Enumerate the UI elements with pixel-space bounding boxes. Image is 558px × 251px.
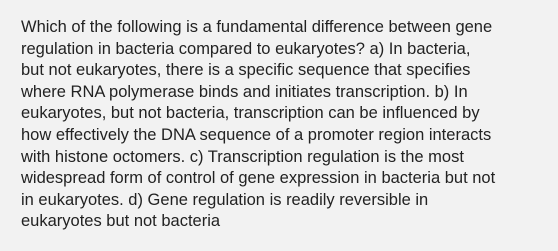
question-line-10: eukaryotes but not bacteria [21,212,221,231]
question-line-3: but not eukaryotes, there is a specific sequence that specifies [21,61,471,80]
question-line-7: with histone octomers. c) Transcription regulation is the most [21,147,464,166]
question-line-4: where RNA polymerase binds and initiates transcription. b) In [21,82,468,101]
question-line-8: widespread form of control of gene expression in bacteria but not [21,169,496,188]
question-line-9: in eukaryotes. d) Gene regulation is readily reversible in [21,190,429,209]
question-line-5: eukaryotes, but not bacteria, transcription can be influenced by [21,104,480,123]
question-line-2: regulation in bacteria compared to eukaryotes? a) In bacteria, [21,39,471,58]
question-line-1: Which of the following is a fundamental difference between gene [21,18,493,36]
question-line-6: how effectively the DNA sequence of a promoter region interacts [21,125,492,144]
question-text [21,17,541,233]
